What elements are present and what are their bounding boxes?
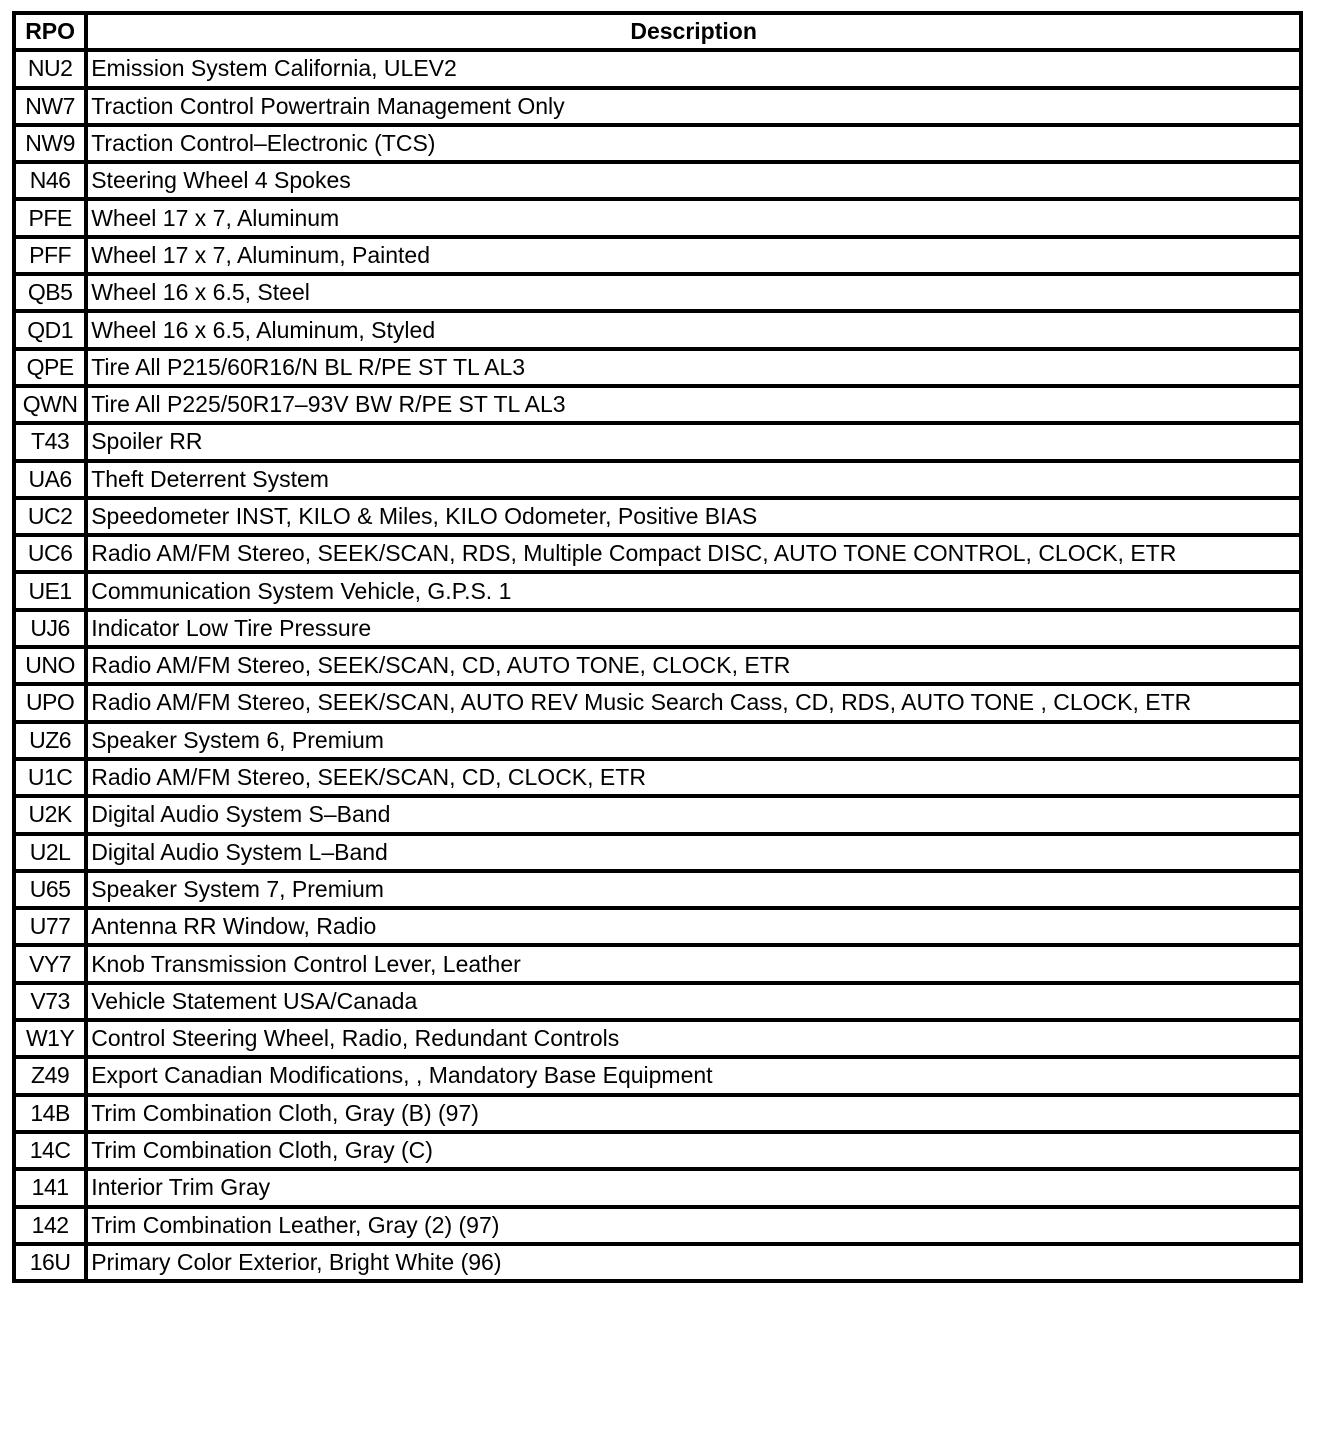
table-row (14, 1020, 1301, 1057)
description-cell: Export Canadian Modifications, , Mandatory Base Equipment (86, 1057, 1301, 1094)
table-row (14, 1169, 1301, 1206)
table-row (14, 50, 1301, 87)
table-row (14, 1207, 1301, 1244)
rpo-code-cell: UJ6 (14, 610, 86, 647)
table-row (14, 125, 1301, 162)
description-cell: Antenna RR Window, Radio (86, 908, 1301, 945)
rpo-code-cell: U2K (14, 796, 86, 833)
header-row (14, 13, 1301, 50)
rpo-code-cell: NW9 (14, 125, 86, 162)
table-row (14, 908, 1301, 945)
description-cell: Radio AM/FM Stereo, SEEK/SCAN, CD, CLOCK, ETR (86, 759, 1301, 796)
description-cell: Interior Trim Gray (86, 1169, 1301, 1206)
table-row (14, 535, 1301, 572)
rpo-code-cell: UZ6 (14, 722, 86, 759)
table-row (14, 386, 1301, 423)
table-row (14, 684, 1301, 721)
description-cell: Speedometer INST, KILO & Miles, KILO Odometer, Positive BIAS (86, 498, 1301, 535)
description-cell: Wheel 16 x 6.5, Aluminum, Styled (86, 311, 1301, 348)
description-cell: Indicator Low Tire Pressure (86, 610, 1301, 647)
description-cell: Traction Control Powertrain Management Only (86, 88, 1301, 125)
description-cell: Trim Combination Cloth, Gray (C) (86, 1132, 1301, 1169)
description-cell: Wheel 17 x 7, Aluminum, Painted (86, 237, 1301, 274)
table-row (14, 647, 1301, 684)
table-row (14, 834, 1301, 871)
description-cell: Spoiler RR (86, 423, 1301, 460)
rpo-code-cell: VY7 (14, 945, 86, 982)
table-row (14, 1057, 1301, 1094)
rpo-code-cell: 142 (14, 1207, 86, 1244)
table-row (14, 983, 1301, 1020)
description-cell: Digital Audio System S–Band (86, 796, 1301, 833)
description-cell: Radio AM/FM Stereo, SEEK/SCAN, AUTO REV Music Search Cass, CD, RDS, AUTO TONE , CLOCK, ETR (86, 684, 1301, 721)
table-row (14, 1244, 1301, 1281)
table-row (14, 311, 1301, 348)
rpo-code-cell: NW7 (14, 88, 86, 125)
description-cell: Digital Audio System L–Band (86, 834, 1301, 871)
header-rpo: RPO (14, 13, 86, 50)
rpo-code-cell: PFE (14, 199, 86, 236)
rpo-code-cell: UC2 (14, 498, 86, 535)
rpo-code-cell: QWN (14, 386, 86, 423)
description-cell: Trim Combination Cloth, Gray (B) (97) (86, 1095, 1301, 1132)
description-cell: Knob Transmission Control Lever, Leather (86, 945, 1301, 982)
rpo-code-cell: UNO (14, 647, 86, 684)
rpo-code-cell: W1Y (14, 1020, 86, 1057)
rpo-code-cell: 14C (14, 1132, 86, 1169)
rpo-code-cell: U1C (14, 759, 86, 796)
header-description: Description (86, 13, 1301, 50)
table-row (14, 237, 1301, 274)
table-row (14, 274, 1301, 311)
rpo-code-cell: 16U (14, 1244, 86, 1281)
table-row (14, 423, 1301, 460)
description-cell: Communication System Vehicle, G.P.S. 1 (86, 572, 1301, 609)
table-row (14, 461, 1301, 498)
rpo-code-cell: QD1 (14, 311, 86, 348)
rpo-code-cell: UA6 (14, 461, 86, 498)
description-cell: Wheel 16 x 6.5, Steel (86, 274, 1301, 311)
description-cell: Radio AM/FM Stereo, SEEK/SCAN, CD, AUTO TONE, CLOCK, ETR (86, 647, 1301, 684)
description-cell: Theft Deterrent System (86, 461, 1301, 498)
table-body (14, 50, 1301, 1281)
description-cell: Emission System California, ULEV2 (86, 50, 1301, 87)
table-row (14, 610, 1301, 647)
rpo-code-cell: UPO (14, 684, 86, 721)
rpo-code-cell: U65 (14, 871, 86, 908)
table-row (14, 759, 1301, 796)
rpo-code-cell: N46 (14, 162, 86, 199)
rpo-code-cell: T43 (14, 423, 86, 460)
rpo-code-cell: V73 (14, 983, 86, 1020)
table-row (14, 162, 1301, 199)
rpo-code-cell: QPE (14, 349, 86, 386)
rpo-code-cell: U2L (14, 834, 86, 871)
rpo-code-cell: U77 (14, 908, 86, 945)
rpo-code-cell: 141 (14, 1169, 86, 1206)
table-row (14, 871, 1301, 908)
description-cell: Primary Color Exterior, Bright White (96) (86, 1244, 1301, 1281)
rpo-code-cell: UC6 (14, 535, 86, 572)
description-cell: Radio AM/FM Stereo, SEEK/SCAN, RDS, Multiple Compact DISC, AUTO TONE CONTROL, CLOCK, ETR (86, 535, 1301, 572)
description-cell: Steering Wheel 4 Spokes (86, 162, 1301, 199)
description-cell: Speaker System 7, Premium (86, 871, 1301, 908)
table-row (14, 722, 1301, 759)
description-cell: Vehicle Statement USA/Canada (86, 983, 1301, 1020)
description-cell: Trim Combination Leather, Gray (2) (97) (86, 1207, 1301, 1244)
description-cell: Control Steering Wheel, Radio, Redundant Controls (86, 1020, 1301, 1057)
table-row (14, 945, 1301, 982)
description-cell: Tire All P225/50R17–93V BW R/PE ST TL AL3 (86, 386, 1301, 423)
rpo-table (12, 11, 1303, 1283)
table-row (14, 572, 1301, 609)
table-row (14, 796, 1301, 833)
table-row (14, 199, 1301, 236)
rpo-code-cell: 14B (14, 1095, 86, 1132)
rpo-code-cell: UE1 (14, 572, 86, 609)
rpo-code-cell: PFF (14, 237, 86, 274)
rpo-code-cell: QB5 (14, 274, 86, 311)
table-header (14, 13, 1301, 50)
table-row (14, 498, 1301, 535)
rpo-code-cell: NU2 (14, 50, 86, 87)
description-cell: Speaker System 6, Premium (86, 722, 1301, 759)
table-row (14, 349, 1301, 386)
description-cell: Tire All P215/60R16/N BL R/PE ST TL AL3 (86, 349, 1301, 386)
rpo-code-cell: Z49 (14, 1057, 86, 1094)
description-cell: Traction Control–Electronic (TCS) (86, 125, 1301, 162)
table-row (14, 1095, 1301, 1132)
table-row (14, 88, 1301, 125)
table-row (14, 1132, 1301, 1169)
description-cell: Wheel 17 x 7, Aluminum (86, 199, 1301, 236)
